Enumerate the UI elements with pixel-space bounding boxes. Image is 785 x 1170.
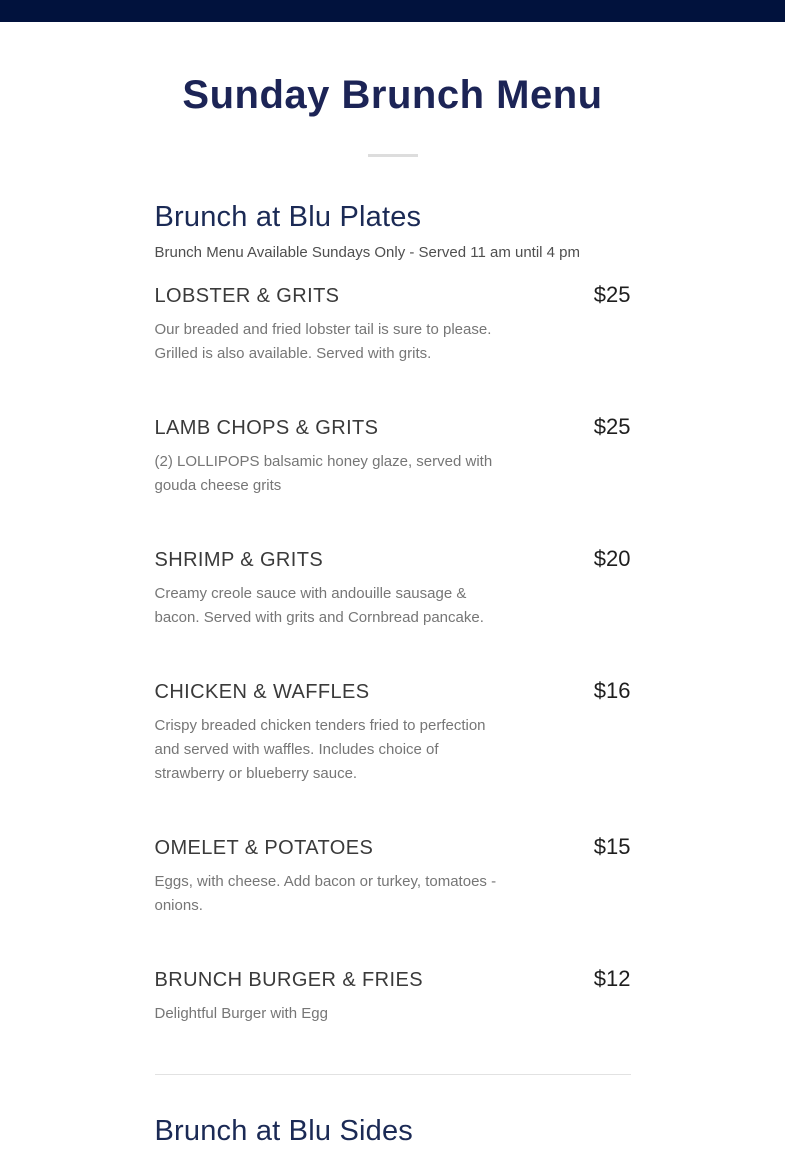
menu-item-header: [155, 414, 631, 441]
menu-item-list: [155, 282, 631, 1026]
section-title-sides: Brunch at Blu Sides: [154, 1115, 413, 1147]
menu-item-brunch-burger-fries: [155, 966, 631, 1026]
menu-item-lobster-grits: [155, 282, 631, 366]
menu-item-description: Creamy creole sauce with andouille sausage & bacon. Served with grits and Cornbread pancake.: [154, 585, 484, 626]
menu-item-price: $12: [593, 966, 631, 991]
menu-item-name: BRUNCH BURGER & FRIES: [154, 969, 423, 991]
menu-section-plates: [155, 201, 631, 1026]
menu-item-header: [155, 546, 631, 573]
menu-item-price: $15: [593, 834, 631, 859]
menu-item-header: [155, 282, 631, 309]
menu-item-price: $20: [593, 546, 631, 571]
menu-item-header: [155, 834, 631, 861]
menu-item-description: (2) LOLLIPOPS balsamic honey glaze, served with gouda cheese grits: [154, 453, 493, 494]
menu-item-price: $25: [593, 414, 631, 439]
section-title-plates: Brunch at Blu Plates: [154, 201, 422, 233]
menu-item-price: $25: [593, 282, 631, 307]
menu-section-sides: [155, 1115, 631, 1148]
menu-item-name: LAMB CHOPS & GRITS: [154, 417, 379, 439]
section-divider: [155, 1074, 631, 1075]
menu-item-header: [155, 966, 631, 993]
page-title: Sunday Brunch Menu: [182, 73, 603, 117]
menu-page: [155, 72, 631, 1148]
menu-item-header: [155, 678, 631, 705]
menu-item-shrimp-grits: [155, 546, 631, 630]
menu-item-name: LOBSTER & GRITS: [154, 285, 340, 307]
menu-item-price: $16: [593, 678, 631, 703]
menu-item-description: Eggs, with cheese. Add bacon or turkey, tomatoes - onions.: [154, 873, 497, 914]
title-divider: [368, 154, 418, 157]
menu-item-name: OMELET & POTATOES: [154, 837, 374, 859]
top-navigation-bar: [0, 0, 785, 22]
menu-item-omelet-potatoes: [155, 834, 631, 918]
menu-item-description: Delightful Burger with Egg: [154, 1005, 328, 1022]
menu-item-lamb-chops-grits: [155, 414, 631, 498]
menu-item-description: Crispy breaded chicken tenders fried to perfection and served with waffles. Includes choice of strawberry or blueberry sauce.: [154, 717, 486, 782]
section-subtitle-plates: Brunch Menu Available Sundays Only - Served 11 am until 4 pm: [154, 244, 581, 261]
menu-item-name: CHICKEN & WAFFLES: [154, 681, 370, 703]
menu-item-chicken-waffles: [155, 678, 631, 786]
menu-item-description: Our breaded and fried lobster tail is sure to please. Grilled is also available. Served with grits.: [154, 321, 492, 362]
menu-item-name: SHRIMP & GRITS: [154, 549, 324, 571]
